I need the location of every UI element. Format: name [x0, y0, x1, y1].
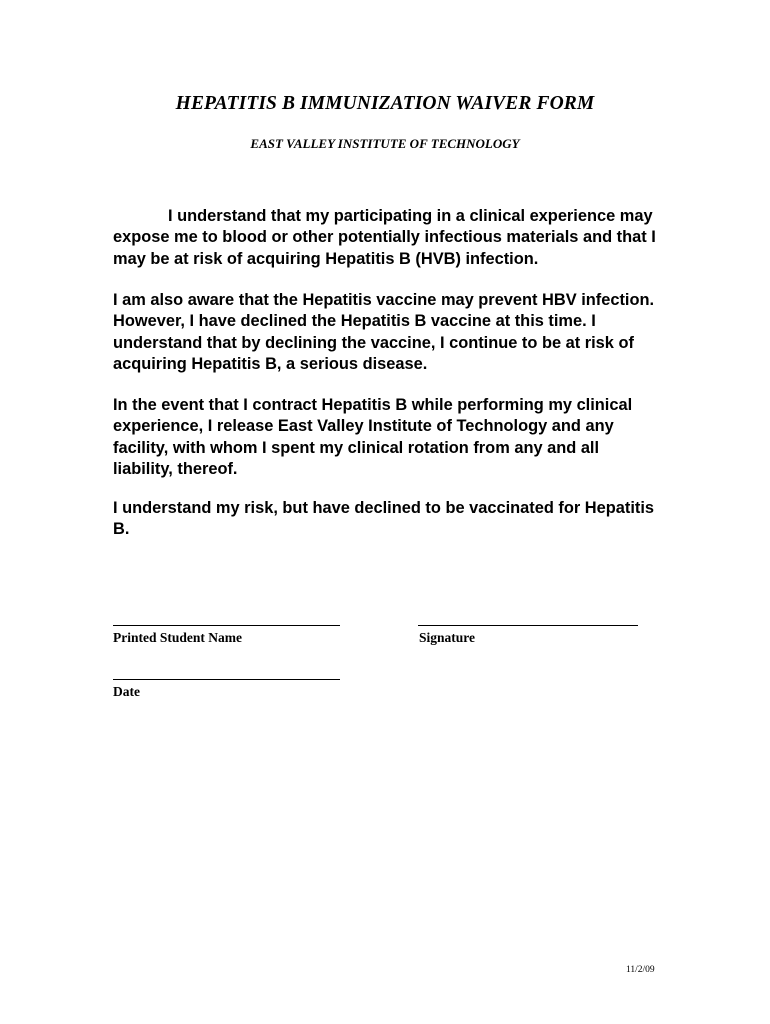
- printed-name-field[interactable]: [113, 625, 340, 626]
- signature-label: Signature: [419, 630, 476, 645]
- revision-date: 11/2/09: [626, 965, 655, 975]
- paragraph-vaccine-declined: I am also aware that the Hepatitis vaccine may prevent HBV infection. However, I have declined the Hepatitis B vaccine at this time. I understand that by declining the vaccine, I continue to be at risk of acquiring Hepatitis B, a serious disease.: [113, 291, 655, 373]
- signature-field[interactable]: [418, 625, 638, 626]
- institution-name: EAST VALLEY INSTITUTE OF TECHNOLOGY: [250, 136, 520, 151]
- paragraph-liability-release: In the event that I contract Hepatitis B while performing my clinical experience, I release East Valley Institute of Technology and any facility, with whom I spent my clinical rotation from any and all liability, thereof.: [113, 396, 633, 478]
- printed-name-label: Printed Student Name: [113, 630, 242, 645]
- paragraph-risk-acknowledgement: I understand my risk, but have declined to be vaccinated for Hepatitis B.: [113, 499, 655, 539]
- paragraph-exposure-risk: I understand that my participating in a clinical experience may expose me to blood or other potentially infectious materials and that I may be at risk of acquiring Hepatitis B (HVB) infection.: [113, 207, 656, 268]
- form-title: HEPATITIS B IMMUNIZATION WAIVER FORM: [175, 93, 595, 114]
- date-label: Date: [113, 684, 140, 699]
- date-field[interactable]: [113, 679, 340, 680]
